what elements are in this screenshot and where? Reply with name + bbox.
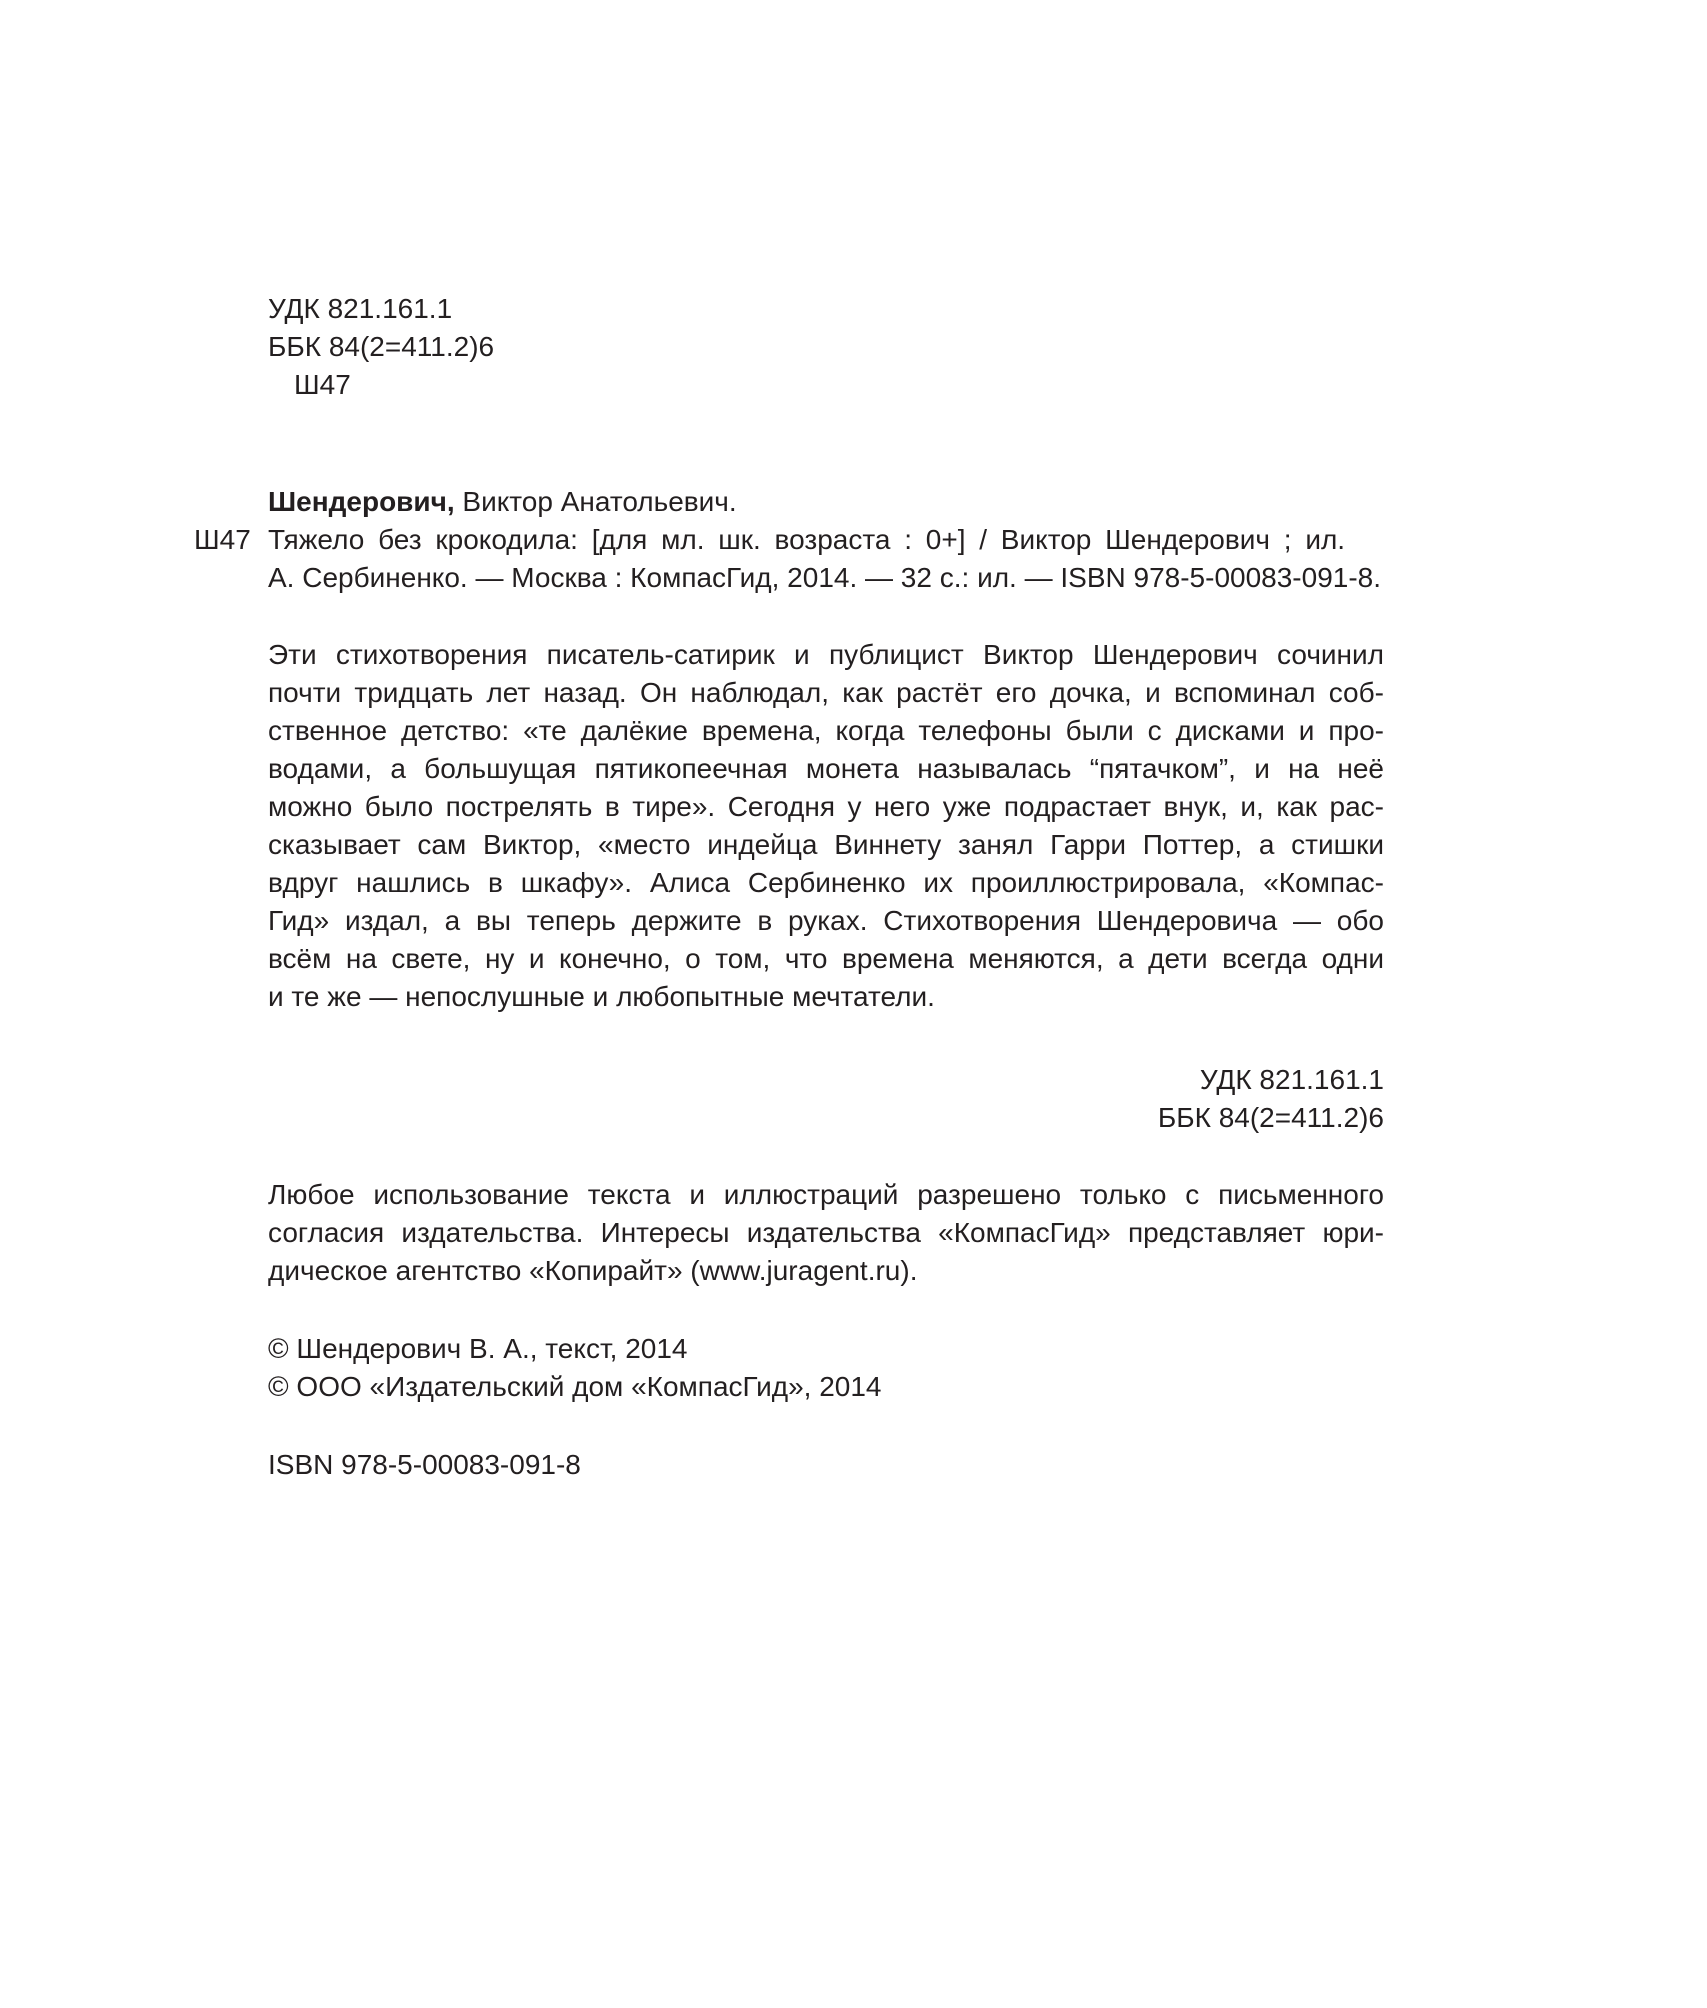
rights-line: дическое агентство «Копирайт» (www.juragent.ru). <box>268 1255 918 1286</box>
annotation-line: сказывает сам Виктор, «место индейца Виннету занял Гарри Поттер, а стишки <box>268 829 1384 860</box>
copyright-text: © Шендерович В. А., текст, 2014 <box>268 1333 688 1364</box>
udk-code: УДК 821.161.1 <box>1199 1064 1384 1095</box>
annotation-line: водами, а большущая пятикопеечная монета называлась “пятачком”, и на неё <box>268 753 1384 784</box>
author-given-names: Виктор Анатольевич. <box>454 486 737 517</box>
classification-index-bottom <box>268 1061 1384 1137</box>
copyright-publisher: © ООО «Издательский дом «КомпасГид», 2014 <box>268 1371 882 1402</box>
udk-code: УДК 821.161.1 <box>268 293 453 324</box>
isbn-number: ISBN 978-5-00083-091-8 <box>268 1449 581 1480</box>
bibliographic-line-1: Тяжело без крокодила: [для мл. шк. возраста : 0+] / Виктор Шендерович ; ил. <box>268 524 1346 555</box>
annotation-line: Эти стихотворения писатель-сатирик и публицист Виктор Шендерович сочинил <box>268 639 1384 670</box>
bibliographic-line-2: А. Сербиненко. — Москва : КомпасГид, 2014. — 32 с.: ил. — ISBN 978-5-00083-091-8. <box>268 562 1382 593</box>
bbk-code: ББК 84(2=411.2)6 <box>268 331 495 362</box>
annotation-line: вдруг нашлись в шкафу». Алиса Сербиненко их проиллюстрировала, «Компас- <box>268 867 1384 898</box>
annotation-line: всём на свете, ну и конечно, о том, что времена меняются, а дети всегда одни <box>268 943 1384 974</box>
annotation-line: и те же — непослушные и любопытные мечтатели. <box>268 981 935 1012</box>
author-surname: Шендерович, <box>268 486 455 517</box>
author-mark-side: Ш47 <box>194 524 251 555</box>
annotation-line: ственное детство: «те далёкие времена, когда телефоны были с дисками и про- <box>268 715 1384 746</box>
bbk-code: ББК 84(2=411.2)6 <box>1157 1102 1384 1133</box>
isbn-block <box>268 1446 1384 1484</box>
annotation-line: Гид» издал, а вы теперь держите в руках. Стихотворения Шендеровича — обо <box>268 905 1384 936</box>
annotation-line: можно было пострелять в тире». Сегодня у него уже подрастает внук, и, как рас- <box>268 791 1384 822</box>
annotation-paragraph <box>268 636 1384 1016</box>
rights-line: Любое использование текста и иллюстраций разрешено только с письменного <box>268 1179 1384 1210</box>
bibliographic-record <box>268 483 1384 597</box>
author-heading <box>268 483 1384 521</box>
classification-index-top <box>268 290 1384 404</box>
rights-notice <box>268 1176 1384 1290</box>
author-mark: Ш47 <box>294 369 351 400</box>
rights-line: согласия издательства. Интересы издательства «КомпасГид» представляет юри- <box>268 1217 1384 1248</box>
copyright-block <box>268 1330 1384 1406</box>
annotation-line: почти тридцать лет назад. Он наблюдал, как растёт его дочка, и вспоминал соб- <box>268 677 1384 708</box>
